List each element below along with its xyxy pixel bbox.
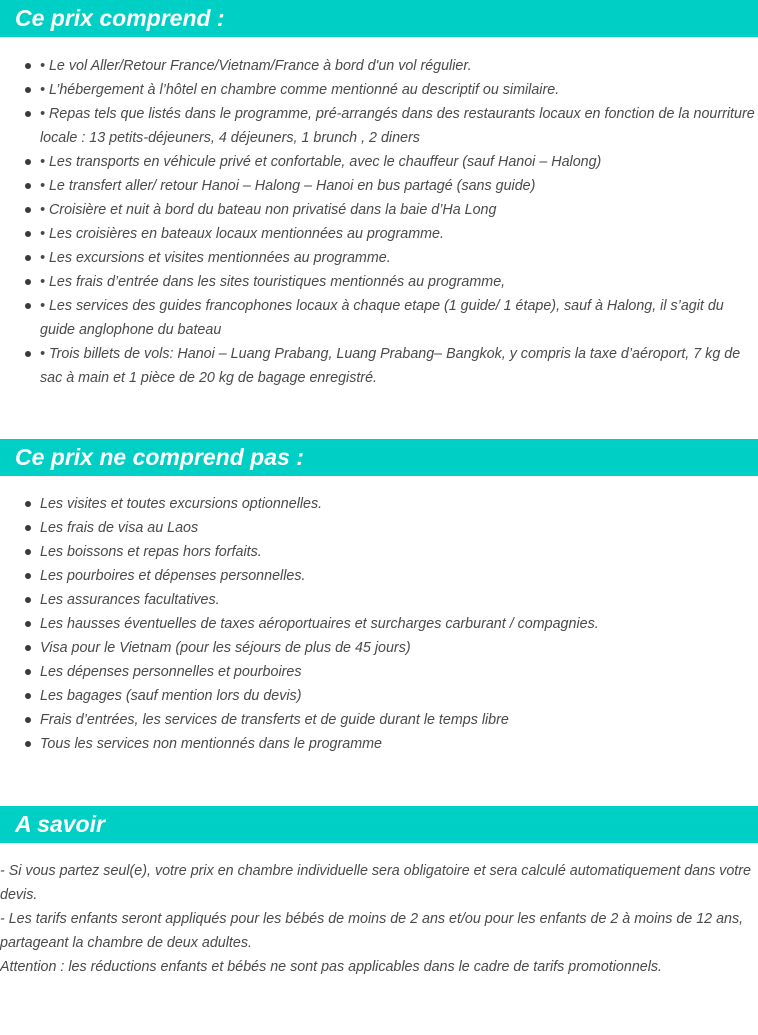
excludes-list bbox=[0, 492, 758, 756]
bullet-icon bbox=[25, 231, 31, 237]
excludes-header: Ce prix ne comprend pas : bbox=[0, 439, 758, 476]
list-item: Frais d’entrées, les services de transferts et de guide durant le temps libre bbox=[0, 708, 758, 732]
list-item: Les bagages (sauf mention lors du devis) bbox=[0, 684, 758, 708]
list-item: Les boissons et repas hors forfaits. bbox=[0, 540, 758, 564]
list-item: • Croisière et nuit à bord du bateau non privatisé dans la baie d’Ha Long bbox=[0, 198, 758, 222]
bullet-icon bbox=[25, 303, 31, 309]
list-item: • Trois billets de vols: Hanoi – Luang Prabang, Luang Prabang– Bangkok, y compris la taxe d’aéroport, 7 kg de sac à main et 1 pièce de 20 kg de bagage enregistré. bbox=[0, 342, 758, 390]
list-item: • Les transports en véhicule privé et confortable, avec le chauffeur (sauf Hanoi – Halong) bbox=[0, 150, 758, 174]
bullet-icon bbox=[25, 597, 31, 603]
bullet-icon bbox=[25, 525, 31, 531]
list-item: Les assurances facultatives. bbox=[0, 588, 758, 612]
bullet-icon bbox=[25, 501, 31, 507]
list-item: Les frais de visa au Laos bbox=[0, 516, 758, 540]
bullet-icon bbox=[25, 741, 31, 747]
savoir-text bbox=[0, 859, 758, 979]
list-item: • Le transfert aller/ retour Hanoi – Halong – Hanoi en bus partagé (sans guide) bbox=[0, 174, 758, 198]
bullet-icon bbox=[25, 279, 31, 285]
bullet-icon bbox=[25, 549, 31, 555]
bullet-icon bbox=[25, 87, 31, 93]
list-item: • Repas tels que listés dans le programme, pré-arrangés dans des restaurants locaux en fonction de la nourriture locale : 13 petits-déjeuners, 4 déjeuners, 1 brunch , 2 diners bbox=[0, 102, 758, 150]
list-item: • Les excursions et visites mentionnées au programme. bbox=[0, 246, 758, 270]
list-item: Les hausses éventuelles de taxes aéroportuaires et surcharges carburant / compagnies. bbox=[0, 612, 758, 636]
list-item: • L’hébergement à l’hôtel en chambre comme mentionné au descriptif ou similaire. bbox=[0, 78, 758, 102]
bullet-icon bbox=[25, 351, 31, 357]
bullet-icon bbox=[25, 621, 31, 627]
bullet-icon bbox=[25, 573, 31, 579]
list-item: Les visites et toutes excursions optionnelles. bbox=[0, 492, 758, 516]
list-item: • Les croisières en bateaux locaux mentionnées au programme. bbox=[0, 222, 758, 246]
bullet-icon bbox=[25, 255, 31, 261]
bullet-icon bbox=[25, 183, 31, 189]
list-item: Les dépenses personnelles et pourboires bbox=[0, 660, 758, 684]
bullet-icon bbox=[25, 645, 31, 651]
savoir-header: A savoir bbox=[0, 806, 758, 843]
list-item: • Le vol Aller/Retour France/Vietnam/France à bord d'un vol régulier. bbox=[0, 54, 758, 78]
bullet-icon bbox=[25, 693, 31, 699]
list-item: Visa pour le Vietnam (pour les séjours de plus de 45 jours) bbox=[0, 636, 758, 660]
savoir-paragraph: Attention : les réductions enfants et bébés ne sont pas applicables dans le cadre de tarifs promotionnels. bbox=[0, 959, 663, 975]
list-item: • Les services des guides francophones locaux à chaque etape (1 guide/ 1 étape), sauf à Halong, il s’agit du guide anglophone du bateau bbox=[0, 294, 758, 342]
list-item: • Les frais d’entrée dans les sites touristiques mentionnés au programme, bbox=[0, 270, 758, 294]
list-item: Les pourboires et dépenses personnelles. bbox=[0, 564, 758, 588]
bullet-icon bbox=[25, 159, 31, 165]
includes-header: Ce prix comprend : bbox=[0, 0, 758, 37]
bullet-icon bbox=[25, 717, 31, 723]
includes-list bbox=[0, 54, 758, 390]
savoir-paragraph: - Les tarifs enfants seront appliqués pour les bébés de moins de 2 ans et/ou pour les enfants de 2 à moins de 12 ans, partageant la chambre de deux adultes. bbox=[0, 911, 744, 951]
list-item: Tous les services non mentionnés dans le programme bbox=[0, 732, 758, 756]
bullet-icon bbox=[25, 111, 31, 117]
bullet-icon bbox=[25, 669, 31, 675]
bullet-icon bbox=[25, 207, 31, 213]
bullet-icon bbox=[25, 63, 31, 69]
savoir-paragraph: - Si vous partez seul(e), votre prix en chambre individuelle sera obligatoire et sera calculé automatiquement dans votre devis. bbox=[0, 863, 751, 903]
